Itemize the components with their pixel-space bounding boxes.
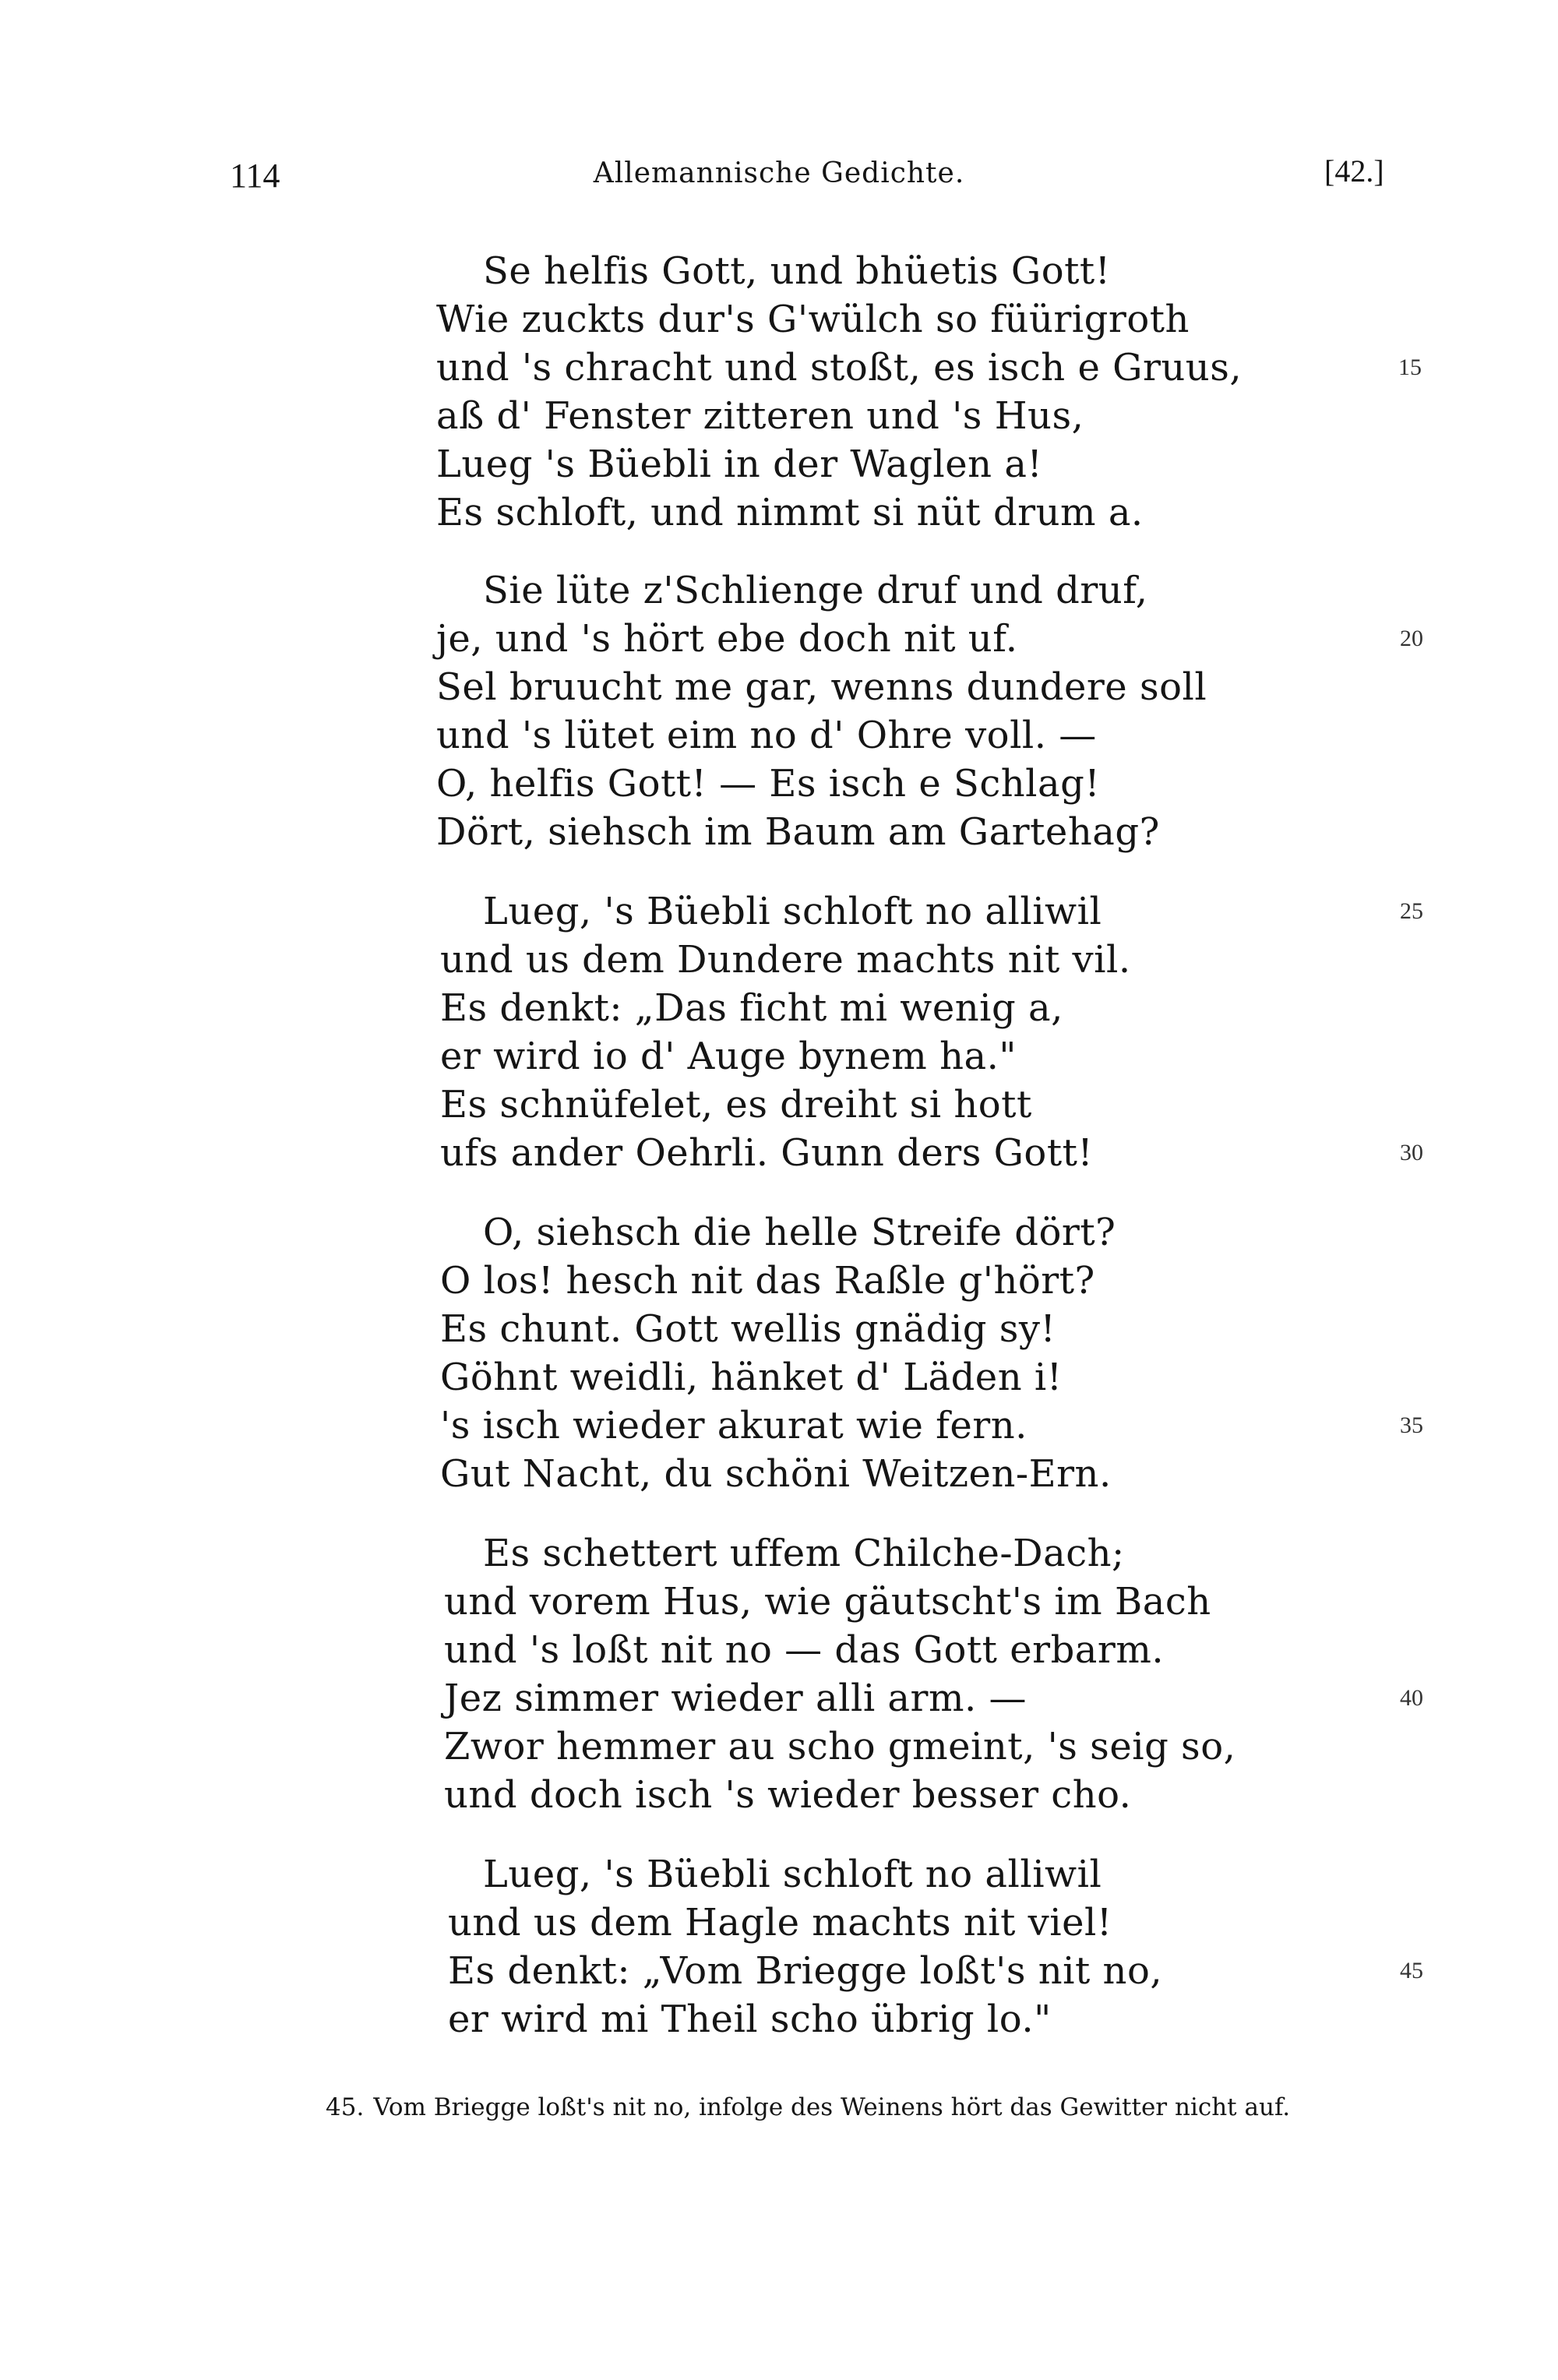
line-number: 15 bbox=[1398, 354, 1422, 380]
verse-line: O los! hesch nit das Raßle g'hört? bbox=[440, 1259, 1095, 1303]
verse-line: und us dem Hagle machts nit viel! bbox=[448, 1901, 1112, 1945]
verse-line: ufs ander Oehrli. Gunn ders Gott! bbox=[440, 1131, 1094, 1175]
line-number: 30 bbox=[1400, 1140, 1423, 1165]
leaf-mark: [42.] bbox=[1324, 153, 1384, 189]
footnote-text: Vom Briegge loßt's nit no, infolge des Weinens hört das Gewitter nicht auf. bbox=[373, 2093, 1291, 2121]
verse-line: und 's loßt nit no — das Gott erbarm. bbox=[444, 1628, 1165, 1672]
verse-line: Es schloft, und nimmt si nüt drum a. bbox=[436, 491, 1144, 534]
verse-line: und 's chracht und stoßt, es isch e Gruus, bbox=[436, 346, 1243, 390]
verse-line: Lueg 's Büebli in der Waglen a! bbox=[436, 443, 1043, 486]
verse-line: Se helfis Gott, und bhüetis Gott! bbox=[483, 249, 1111, 293]
footnote-number: 45. bbox=[326, 2093, 365, 2121]
verse-line: aß d' Fenster zitteren und 's Hus, bbox=[436, 394, 1084, 438]
running-title: Allemannische Gedichte. bbox=[593, 157, 965, 189]
verse-line: Göhnt weidli, hänket d' Läden i! bbox=[440, 1356, 1063, 1399]
verse-line: und doch isch 's wieder besser cho. bbox=[444, 1773, 1132, 1817]
verse-line: Sie lüte z'Schlienge druf und druf, bbox=[483, 569, 1148, 612]
verse-line: Zwor hemmer au scho gmeint, 's seig so, bbox=[444, 1725, 1236, 1768]
line-number: 45 bbox=[1400, 1958, 1423, 1983]
verse-line: je, und 's hört ebe doch nit uf. bbox=[436, 617, 1018, 661]
verse-line: Es chunt. Gott wellis gnädig sy! bbox=[440, 1307, 1056, 1351]
verse-line: Es denkt: „Das ficht mi wenig a, bbox=[440, 986, 1063, 1030]
verse-line: Es denkt: „Vom Briegge loßt's nit no, bbox=[448, 1949, 1163, 1993]
verse-line: Dört, siehsch im Baum am Gartehag? bbox=[436, 810, 1160, 854]
verse-line: O, siehsch die helle Streife dört? bbox=[483, 1211, 1116, 1254]
line-number: 20 bbox=[1400, 626, 1423, 651]
verse-line: Es schnüfelet, es dreiht si hott bbox=[440, 1083, 1032, 1127]
line-number: 35 bbox=[1400, 1412, 1423, 1438]
verse-line: und us dem Dundere machts nit vil. bbox=[440, 938, 1131, 982]
verse-line: Gut Nacht, du schöni Weitzen-Ern. bbox=[440, 1452, 1112, 1496]
footnote bbox=[326, 2088, 1290, 2127]
line-number: 40 bbox=[1400, 1685, 1423, 1711]
verse-line: Wie zuckts dur's G'wülch so füürigroth bbox=[436, 298, 1190, 341]
verse-line: O, helfis Gott! — Es isch e Schlag! bbox=[436, 762, 1101, 806]
verse-line: er wird io d' Auge bynem ha." bbox=[440, 1035, 1017, 1078]
verse-line: Lueg, 's Büebli schloft no alliwil bbox=[483, 1853, 1102, 1896]
verse-line: Es schettert uffem Chilche-Dach; bbox=[483, 1532, 1125, 1575]
verse-line: 's isch wieder akurat wie fern. bbox=[440, 1404, 1028, 1447]
verse-line: Lueg, 's Büebli schloft no alliwil bbox=[483, 890, 1102, 933]
verse-line: und 's lütet eim no d' Ohre voll. — bbox=[436, 714, 1097, 757]
verse-line: und vorem Hus, wie gäutscht's im Bach bbox=[444, 1580, 1211, 1624]
verse-line: Jez simmer wieder alli arm. — bbox=[444, 1677, 1028, 1720]
verse-line: Sel bruucht me gar, wenns dundere soll bbox=[436, 665, 1207, 709]
line-number: 25 bbox=[1400, 898, 1423, 924]
verse-line: er wird mi Theil scho übrig lo." bbox=[448, 1997, 1052, 2041]
page-number: 114 bbox=[230, 157, 280, 195]
